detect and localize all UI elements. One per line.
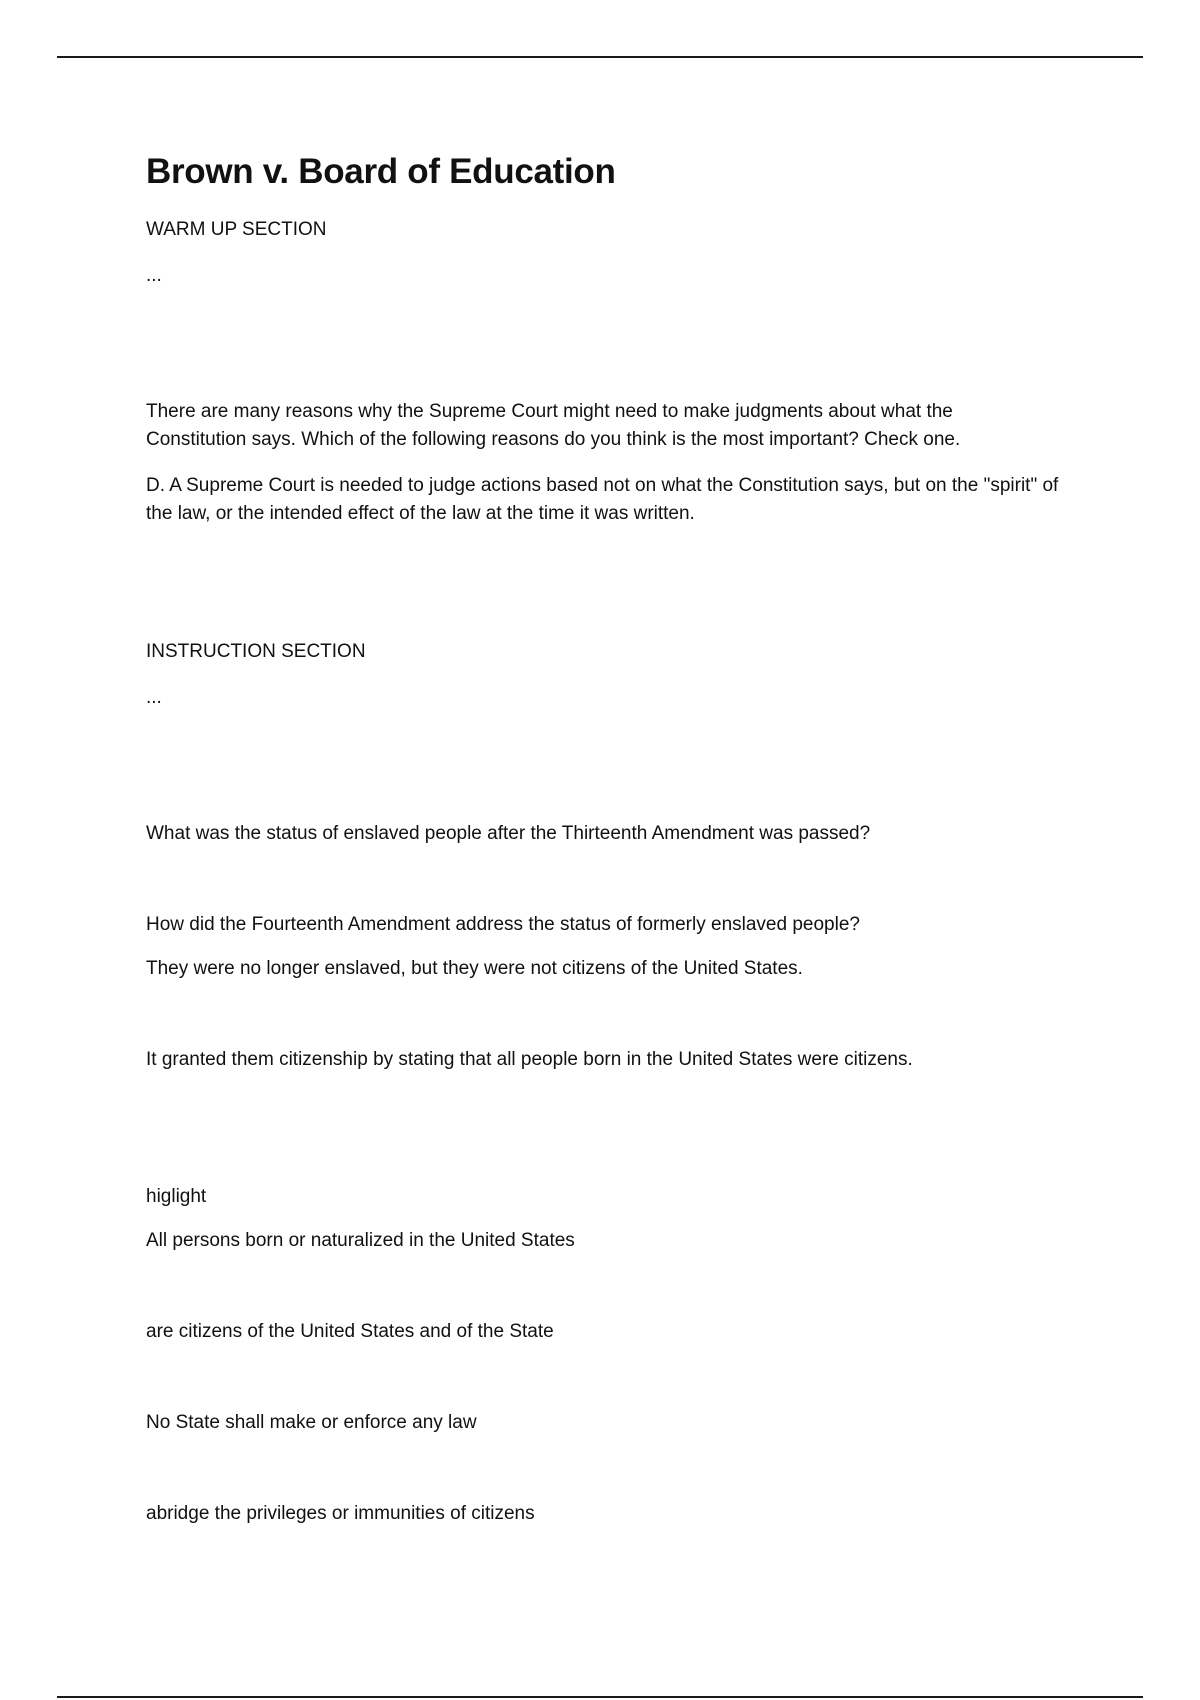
warm-up-heading: WARM UP SECTION (146, 219, 327, 240)
warm-up-ellipsis: ... (146, 265, 162, 286)
highlight-phrase: No State shall make or enforce any law (146, 1412, 477, 1433)
instruction-ellipsis: ... (146, 687, 162, 708)
question-fourteenth-amendment: How did the Fourteenth Amendment address the status of formerly enslaved people? (146, 914, 860, 935)
page-title: Brown v. Board of Education (146, 152, 616, 191)
highlight-label: higlight (146, 1186, 207, 1207)
question-thirteenth-amendment: What was the status of enslaved people after the Thirteenth Amendment was passed? (146, 823, 871, 844)
answer-not-citizens: They were no longer enslaved, but they were not citizens of the United States. (146, 958, 803, 979)
warm-up-question: There are many reasons why the Supreme Court might need to make judgments about what the Constitution says. Which of the following reasons do you think is the most important? Check one. (146, 401, 961, 450)
highlight-phrase: are citizens of the United States and of the State (146, 1321, 554, 1342)
instruction-heading: INSTRUCTION SECTION (146, 641, 366, 662)
answer-granted-citizenship: It granted them citizenship by stating that all people born in the United States were citizens. (146, 1049, 913, 1070)
bottom-rule (57, 1696, 1143, 1698)
warm-up-answer: D. A Supreme Court is needed to judge actions based not on what the Constitution says, but on the "spirit" of the law, or the intended effect of the law at the time it was written. (146, 475, 1059, 524)
top-rule (57, 56, 1143, 58)
highlight-phrase: abridge the privileges or immunities of citizens (146, 1503, 535, 1524)
highlight-phrase: All persons born or naturalized in the United States (146, 1230, 575, 1251)
